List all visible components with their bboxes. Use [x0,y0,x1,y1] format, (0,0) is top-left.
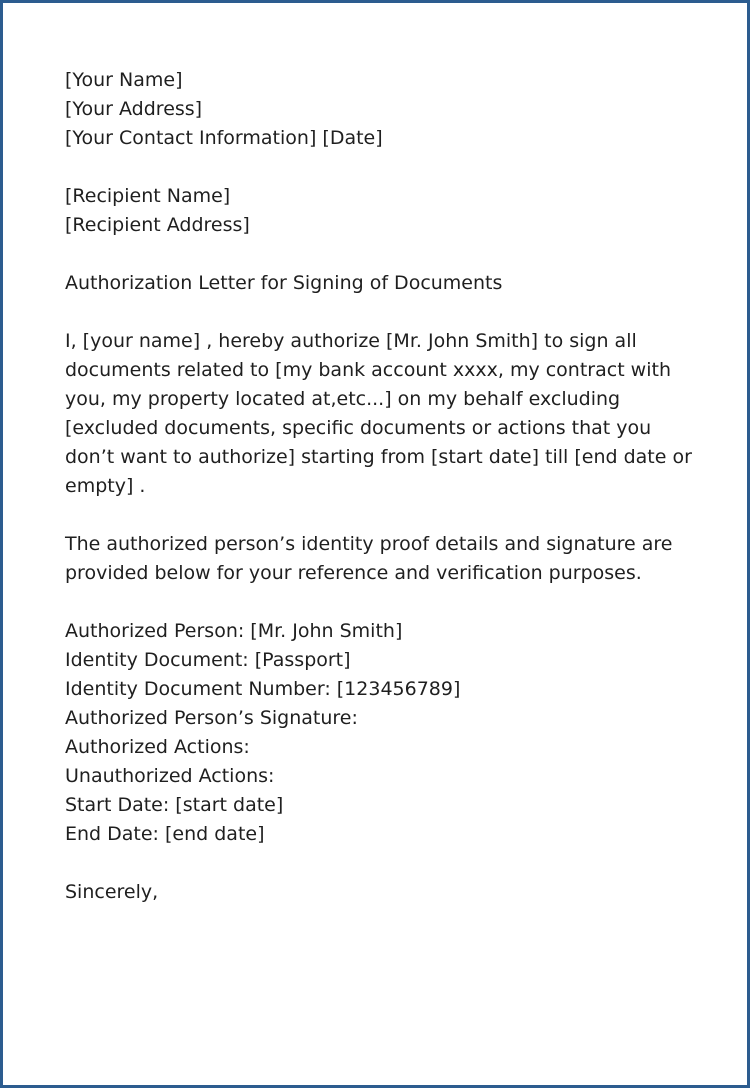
authorized-person-signature: Authorized Person’s Signature: [65,707,358,729]
body-line: documents related to [my bank account xxxx, my contract with [65,359,671,381]
start-date: Start Date: [start date] [65,794,284,816]
body-line: provided below for your reference and verification purposes. [65,562,642,584]
body-line: [excluded documents, specific documents or actions that you [65,417,652,439]
sender-address: [Your Address] [65,98,203,120]
body-paragraph-2 [65,530,705,588]
identity-document: Identity Document: [Passport] [65,649,351,671]
recipient-name: [Recipient Name] [65,185,231,207]
body-line: The authorized person’s identity proof details and signature are [65,533,673,555]
letter-closing: Sincerely, [65,881,159,903]
letter-subject: Authorization Letter for Signing of Documents [65,272,503,294]
body-line: empty] . [65,475,146,497]
sender-contact-date: [Your Contact Information] [Date] [65,127,383,149]
recipient-address: [Recipient Address] [65,214,250,236]
sender-block [65,66,705,153]
details-block [65,617,705,849]
recipient-block [65,182,705,240]
sender-name: [Your Name] [65,69,183,91]
body-line: you, my property located at,etc...] on my behalf excluding [65,388,621,410]
body-line: I, [your name] , hereby authorize [Mr. John Smith] to sign all [65,330,637,352]
unauthorized-actions: Unauthorized Actions: [65,765,275,787]
authorized-actions: Authorized Actions: [65,736,250,758]
closing-block [65,878,705,907]
body-paragraph-1 [65,327,705,501]
end-date: End Date: [end date] [65,823,265,845]
identity-document-number: Identity Document Number: [123456789] [65,678,461,700]
subject-block [65,269,705,298]
letter-content [65,66,705,936]
body-line: don’t want to authorize] starting from [start date] till [end date or [65,446,692,468]
authorized-person: Authorized Person: [Mr. John Smith] [65,620,403,642]
